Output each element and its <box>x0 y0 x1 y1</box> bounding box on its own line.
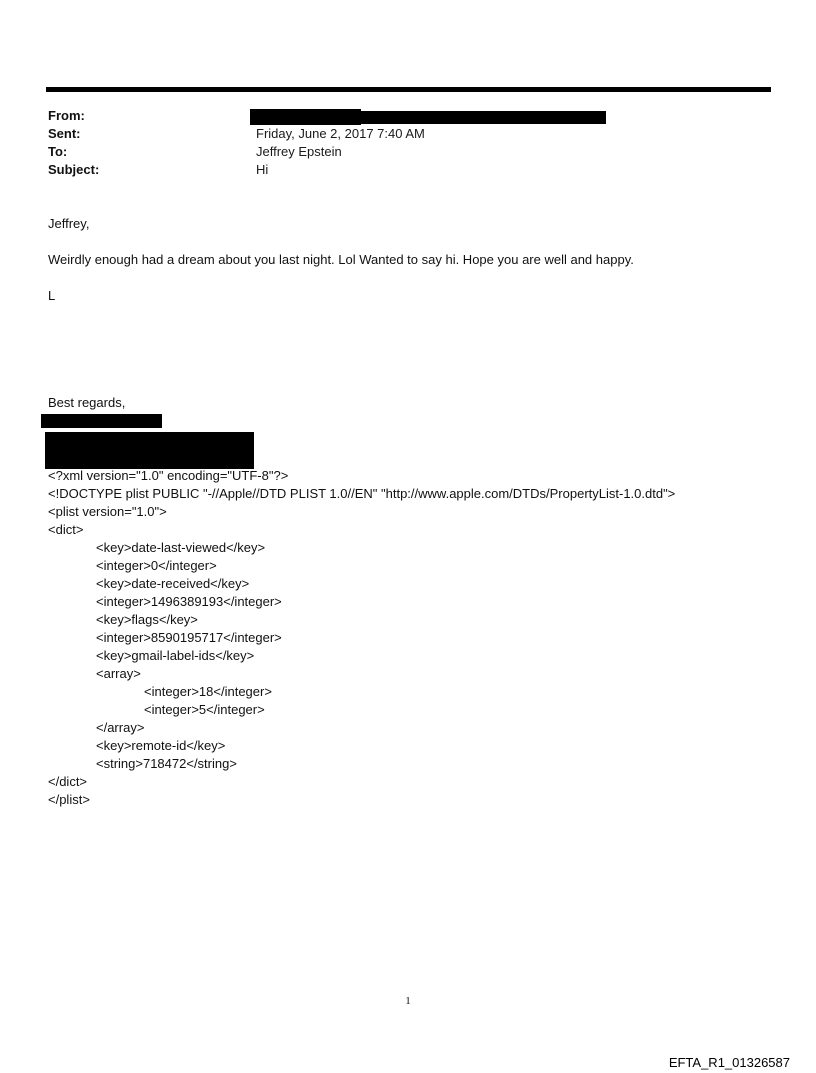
sent-label: Sent: <box>48 126 81 141</box>
plist-line: <?xml version="1.0" encoding="UTF-8"?> <box>48 468 289 483</box>
from-label: From: <box>48 108 85 123</box>
sent-value: Friday, June 2, 2017 7:40 AM <box>256 126 425 141</box>
plist-line: <key>remote-id</key> <box>96 738 226 753</box>
subject-label: Subject: <box>48 162 100 177</box>
page-number: 1 <box>405 995 411 1007</box>
plist-line: <integer>8590195717</integer> <box>96 630 282 645</box>
plist-line: <array> <box>96 666 141 681</box>
plist-line: <dict> <box>48 522 84 537</box>
plist-line: </dict> <box>48 774 88 789</box>
redaction-from-1 <box>250 109 361 125</box>
document-id: EFTA_R1_01326587 <box>668 1055 790 1070</box>
redaction-signature-2 <box>45 432 254 469</box>
sender-initial: L <box>48 288 56 303</box>
plist-line: <key>flags</key> <box>96 612 198 627</box>
plist-line: <key>date-last-viewed</key> <box>96 540 266 555</box>
message-text: Weirdly enough had a dream about you last night. Lol Wanted to say hi. Hope you are well and happy. <box>48 252 634 267</box>
plist-line: <integer>0</integer> <box>96 558 217 573</box>
plist-line: <!DOCTYPE plist PUBLIC "-//Apple//DTD PLIST 1.0//EN" "http://www.apple.com/DTDs/PropertyList-1.0.dtd"> <box>48 486 676 501</box>
plist-line: </plist> <box>48 792 90 807</box>
plist-block <box>48 467 675 809</box>
plist-line: <string>718472</string> <box>96 756 237 771</box>
plist-line: <key>gmail-label-ids</key> <box>96 648 255 663</box>
plist-line: </array> <box>96 720 145 735</box>
plist-line: <integer>5</integer> <box>144 702 265 717</box>
subject-value: Hi <box>256 162 269 177</box>
greeting: Jeffrey, <box>48 216 90 231</box>
header-divider <box>46 87 771 92</box>
to-label: To: <box>48 144 68 159</box>
plist-line: <integer>18</integer> <box>144 684 272 699</box>
plist-line: <key>date-received</key> <box>96 576 250 591</box>
closing-text: Best regards, <box>48 395 126 410</box>
to-value: Jeffrey Epstein <box>256 144 342 159</box>
redaction-signature-1 <box>41 414 162 428</box>
plist-line: <integer>1496389193</integer> <box>96 594 282 609</box>
plist-line: <plist version="1.0"> <box>48 504 167 519</box>
redaction-from-2 <box>361 111 606 124</box>
